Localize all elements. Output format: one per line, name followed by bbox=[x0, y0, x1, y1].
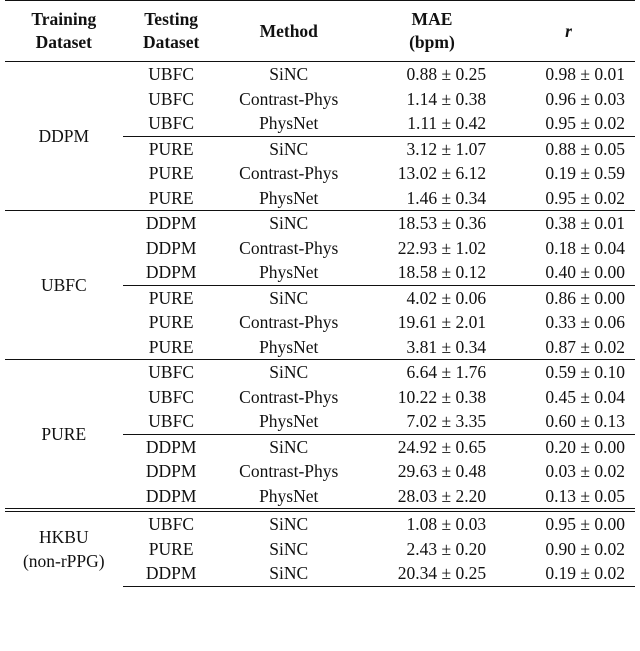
header-training-line1: Training bbox=[31, 9, 97, 29]
mae-cell: 24.92 ± 0.65 bbox=[358, 434, 506, 459]
testing-dataset-cell: PURE bbox=[148, 336, 194, 357]
method-cell: PhysNet bbox=[259, 336, 319, 357]
method-cell: Contrast-Phys bbox=[239, 237, 339, 258]
method-cell: SiNC bbox=[220, 136, 358, 161]
method-cell: PhysNet bbox=[259, 411, 319, 432]
header-mae-line2: (bpm) bbox=[409, 32, 455, 52]
r-cell: 0.18 ± 0.04 bbox=[545, 237, 625, 258]
method-cell: Contrast-Phys bbox=[239, 461, 339, 482]
training-dataset-line: PURE bbox=[41, 424, 87, 444]
header-mae bbox=[358, 1, 506, 62]
mae-cell: 1.46 ± 0.34 bbox=[406, 187, 487, 208]
training-dataset-line: HKBU bbox=[39, 527, 89, 547]
method-cell: PhysNet bbox=[259, 262, 319, 283]
method-cell: PhysNet bbox=[259, 187, 319, 208]
r-cell: 0.98 ± 0.01 bbox=[545, 64, 625, 85]
method-cell: SiNC bbox=[220, 285, 358, 310]
training-dataset-line: DDPM bbox=[38, 126, 90, 146]
mae-cell: 1.08 ± 0.03 bbox=[358, 510, 506, 537]
mae-cell: 20.34 ± 0.25 bbox=[358, 561, 506, 586]
r-cell: 0.95 ± 0.00 bbox=[506, 510, 635, 537]
r-cell: 0.86 ± 0.00 bbox=[506, 285, 635, 310]
testing-dataset-cell: PURE bbox=[148, 187, 194, 208]
mae-cell: 4.02 ± 0.06 bbox=[358, 285, 506, 310]
training-dataset-label bbox=[5, 211, 123, 360]
testing-dataset-cell: DDPM bbox=[123, 211, 220, 236]
method-cell: SiNC bbox=[220, 510, 358, 537]
header-training-line2: Dataset bbox=[35, 32, 92, 52]
mae-cell: 18.58 ± 0.12 bbox=[397, 262, 487, 283]
mae-cell: 28.03 ± 2.20 bbox=[397, 485, 487, 506]
method-cell: Contrast-Phys bbox=[239, 88, 339, 109]
r-cell: 0.90 ± 0.02 bbox=[545, 538, 625, 559]
method-cell: PhysNet bbox=[259, 113, 319, 134]
mae-cell: 1.14 ± 0.38 bbox=[406, 88, 487, 109]
mae-cell: 13.02 ± 6.12 bbox=[397, 163, 487, 184]
mae-cell: 22.93 ± 1.02 bbox=[397, 237, 487, 258]
testing-dataset-cell: PURE bbox=[123, 136, 220, 161]
r-cell: 0.95 ± 0.02 bbox=[545, 187, 625, 208]
r-cell: 0.40 ± 0.00 bbox=[545, 262, 625, 283]
mae-cell: 3.81 ± 0.34 bbox=[406, 336, 487, 357]
testing-dataset-cell: PURE bbox=[148, 163, 194, 184]
header-mae-line1: MAE bbox=[411, 9, 453, 29]
mae-cell: 10.22 ± 0.38 bbox=[397, 386, 487, 407]
header-r: r bbox=[506, 1, 635, 62]
r-cell: 0.19 ± 0.02 bbox=[506, 561, 635, 586]
table-row bbox=[5, 510, 635, 537]
table-row bbox=[5, 211, 635, 236]
testing-dataset-cell: DDPM bbox=[145, 237, 197, 258]
header-row bbox=[5, 1, 635, 62]
testing-dataset-cell: UBFC bbox=[148, 64, 194, 85]
header-training-dataset bbox=[5, 1, 123, 62]
header-testing-line2: Dataset bbox=[142, 32, 200, 52]
method-cell: SiNC bbox=[269, 64, 309, 85]
mae-cell: 2.43 ± 0.20 bbox=[406, 538, 487, 559]
method-cell: SiNC bbox=[220, 360, 358, 385]
testing-dataset-cell: UBFC bbox=[123, 360, 220, 385]
header-method: Method bbox=[220, 1, 358, 62]
r-cell: 0.59 ± 0.10 bbox=[506, 360, 635, 385]
r-cell: 0.20 ± 0.00 bbox=[506, 434, 635, 459]
results-table bbox=[5, 0, 635, 587]
header-testing-line1: Testing bbox=[144, 9, 199, 29]
testing-dataset-cell: DDPM bbox=[123, 561, 220, 586]
mae-cell: 6.64 ± 1.76 bbox=[358, 360, 506, 385]
method-cell: Contrast-Phys bbox=[239, 312, 339, 333]
r-cell: 0.96 ± 0.03 bbox=[545, 88, 625, 109]
testing-dataset-cell: DDPM bbox=[145, 461, 197, 482]
training-dataset-label bbox=[5, 62, 123, 211]
r-cell: 0.33 ± 0.06 bbox=[545, 312, 625, 333]
training-dataset-label bbox=[5, 510, 123, 586]
testing-dataset-cell: UBFC bbox=[148, 113, 194, 134]
testing-dataset-cell: UBFC bbox=[148, 88, 194, 109]
testing-dataset-cell: DDPM bbox=[145, 485, 197, 506]
testing-dataset-cell: PURE bbox=[148, 538, 194, 559]
mae-cell: 19.61 ± 2.01 bbox=[397, 312, 487, 333]
method-cell: SiNC bbox=[269, 538, 309, 559]
mae-cell: 3.12 ± 1.07 bbox=[358, 136, 506, 161]
mae-cell: 29.63 ± 0.48 bbox=[397, 461, 487, 482]
method-cell: SiNC bbox=[220, 561, 358, 586]
r-cell: 0.19 ± 0.59 bbox=[545, 163, 625, 184]
method-cell: SiNC bbox=[220, 211, 358, 236]
r-cell: 0.87 ± 0.02 bbox=[545, 336, 625, 357]
table-body bbox=[5, 62, 635, 587]
testing-dataset-cell: DDPM bbox=[145, 262, 197, 283]
training-dataset-line: (non-rPPG) bbox=[22, 551, 105, 571]
table-row bbox=[5, 62, 635, 87]
testing-dataset-cell: UBFC bbox=[148, 411, 194, 432]
table-row bbox=[5, 360, 635, 385]
r-cell: 0.60 ± 0.13 bbox=[545, 411, 625, 432]
r-cell: 0.95 ± 0.02 bbox=[545, 113, 625, 134]
mae-cell: 1.11 ± 0.42 bbox=[407, 113, 487, 134]
training-dataset-line: UBFC bbox=[40, 275, 87, 295]
method-cell: PhysNet bbox=[259, 485, 319, 506]
testing-dataset-cell: DDPM bbox=[123, 434, 220, 459]
method-cell: Contrast-Phys bbox=[239, 386, 339, 407]
testing-dataset-cell: PURE bbox=[148, 312, 194, 333]
mae-cell: 18.53 ± 0.36 bbox=[358, 211, 506, 236]
r-cell: 0.03 ± 0.02 bbox=[545, 461, 625, 482]
training-dataset-label bbox=[5, 360, 123, 511]
method-cell: Contrast-Phys bbox=[239, 163, 339, 184]
mae-cell: 0.88 ± 0.25 bbox=[406, 64, 487, 85]
testing-dataset-cell: UBFC bbox=[123, 510, 220, 537]
method-cell: SiNC bbox=[220, 434, 358, 459]
r-cell: 0.13 ± 0.05 bbox=[545, 485, 625, 506]
mae-cell: 7.02 ± 3.35 bbox=[406, 411, 487, 432]
header-testing-dataset bbox=[123, 1, 220, 62]
testing-dataset-cell: PURE bbox=[123, 285, 220, 310]
r-cell: 0.45 ± 0.04 bbox=[545, 386, 625, 407]
r-cell: 0.38 ± 0.01 bbox=[506, 211, 635, 236]
testing-dataset-cell: UBFC bbox=[148, 386, 194, 407]
r-cell: 0.88 ± 0.05 bbox=[506, 136, 635, 161]
